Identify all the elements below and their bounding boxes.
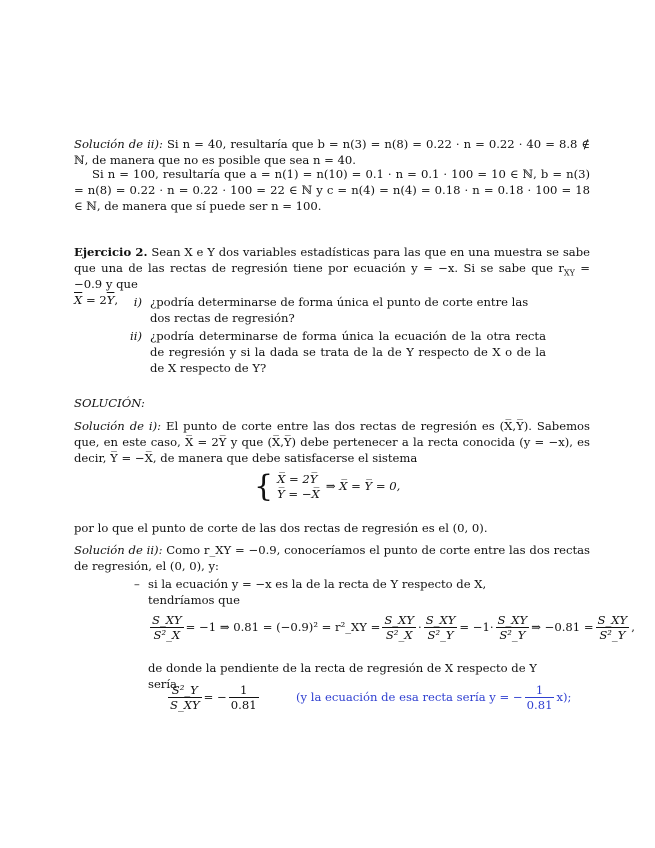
exercise-statement: Ejercicio 2. Sean X e Y dos variables estadísticas para las que en una muestra se sabe que una de las rectas de regresión tiene por ecuación y = −x. Si se sabe que $r_{XY} = -0.9$ y que $\overline{X} = 2\overline{Y}$, <box>74 245 590 307</box>
solution-part-i-label: Solución de i): <box>74 419 162 433</box>
equation-2: $\frac{\text{S²\_Y}}{S\_XY}$ = − $\frac{1}{0.81}$ (y la ecuación de esa recta sería y = − $\frac{1}{0.81}$ x); <box>170 683 572 712</box>
slope-text: de donde la pendiente de la recta de regresión de X respecto de Y sería <box>148 661 537 691</box>
bullet-text: si la ecuación y = −x es la de la recta de Y respecto de X, tendríamos que <box>148 577 487 607</box>
solution-part-i-conclusion: por lo que el punto de corte de las dos rectas de regresión es el (0, 0). <box>74 521 488 535</box>
exercise-title: Ejercicio 2. <box>74 245 148 259</box>
exercise-item-i: i) ¿podría determinarse de forma única el punto de corte entre las dos rectas de regresión? <box>133 295 529 325</box>
exercise-item-ii: ii) ¿podría determinarse de forma única la ecuación de la otra recta de regresión y si la dada se trata de la de Y respecto de X o de la de X respecto de Y? <box>130 329 546 375</box>
prev-solution-paragraph <box>74 136 590 168</box>
solution-part-ii-label: Solución de ii): <box>74 543 163 557</box>
regression-line-note: (y la ecuación de esa recta sería y = − $\frac{1}{0.81}$ x); <box>295 683 572 712</box>
prev-solution-paragraph-2: Si n = 100, resultaría que a = n(1) = n(10) = 0.1 · n = 0.1 · 100 = 10 ∈ ℕ, b = n(3) = n(8) = 0.22 · n = 0.22 · 100 = 22 ∈ ℕ y c = n(4) = n(4) = 0.18 · n = 0.18 · 100 = 18 ∈ ℕ, de manera que sí puede ser n = 100. <box>74 167 590 213</box>
solution-heading: SOLUCIÓN: <box>74 396 145 410</box>
solution-part-i: Solución de i): El punto de corte entre las dos rectas de regresión es (X̅,Y̅). Sabemos que, en este caso, X̅ = 2Y̅ y que (X̅,Y̅) debe pertenecer a la recta conocida (y = −x), es decir, Y̅ = −X̅, de manera que debe satisfacerse el sistema <box>74 419 590 465</box>
equation-1: $\frac{S\_XY}{\text{S²\_X}}$ = −1 ⇒ 0.81 = (−0.9)² = r²_XY = $\frac{S\_XY}{\text{S²\_X}}$ · $\frac{S\_XY}{\text{S²\_Y}}$ = −1· $\frac{S\_XY}{\text{S²\_Y}}$ ⇒ −0.81 = $\frac{S\_XY}{\text{S²\_Y}}$ , <box>152 613 635 642</box>
prev-solution-text: Si n = 40, resultaría que b = n(3) = n(8) = 0.22 · n = 0.22 · 40 = 8.8 ∉ ℕ, de manera que no es posible que sea n = 40. <box>74 137 590 167</box>
prev-solution-label: Solución de ii): <box>74 137 163 151</box>
equation-system: { X̅ = 2Y̅ Y̅ = −X̅ ⇒ X̅ = Y̅ = 0, <box>254 469 401 504</box>
solution-part-ii: Solución de ii): Como r_XY = −0.9, conoceríamos el punto de corte entre las dos rectas de regresión, el (0, 0), y: <box>74 543 590 573</box>
bullet-dash: – <box>134 577 140 591</box>
